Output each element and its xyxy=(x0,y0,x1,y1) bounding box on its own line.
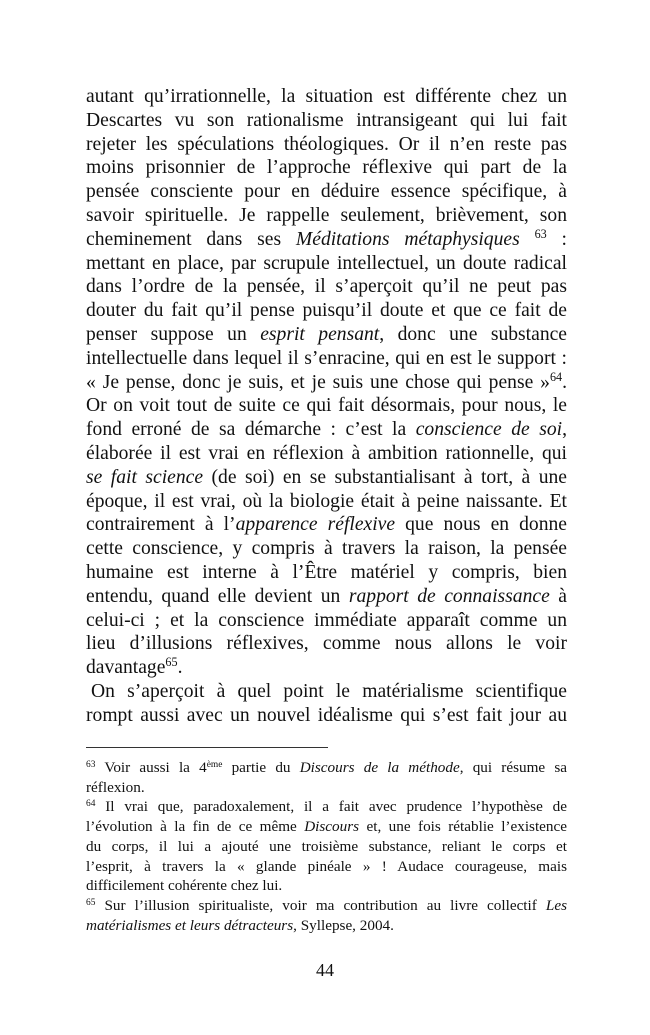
text-run: Voir aussi la 4 xyxy=(95,759,207,776)
text-line xyxy=(86,371,567,395)
text-line xyxy=(86,466,567,490)
text-run: fond erroné de sa démarche : c’est la xyxy=(86,419,416,441)
text-run: , qui résume sa xyxy=(459,759,567,776)
text-run: contrairement à l’ xyxy=(86,514,236,536)
text-run xyxy=(520,229,535,250)
text-run: . xyxy=(177,657,183,679)
text-run: à xyxy=(549,585,567,607)
text-line: Or on voit tout de suite ce qui fait désormais, pour nous, le xyxy=(86,395,567,417)
text-run: entendu, quand elle devient un xyxy=(86,585,349,607)
footnote-line xyxy=(86,916,567,936)
emphasis-italic: conscience de soi xyxy=(415,419,563,441)
text-line: Descartes vu son rationalisme intransigeant qui lui fait xyxy=(86,109,567,131)
footnote-separator xyxy=(86,747,328,748)
paragraph-start-line: On s’aperçoit à quel point le matérialisme scientifique xyxy=(91,680,567,702)
text-run: Sur l’illusion spiritualiste, voir ma contribution au livre collectif xyxy=(95,896,546,914)
text-line: époque, il est vrai, où la biologie était à peine naissante. Et xyxy=(86,490,567,512)
text-line: rompt aussi avec un nouvel idéalisme qui s’est fait jour au xyxy=(86,704,567,726)
book-title-italic: matérialismes et leurs détracteurs xyxy=(86,916,294,934)
body-text xyxy=(86,85,567,728)
text-run: partie du xyxy=(222,759,300,776)
text-line xyxy=(86,656,567,680)
page-number: 44 xyxy=(316,960,334,980)
book-title-italic: Discours xyxy=(304,818,360,836)
text-line: pensée consciente pour en déduire essence spécifique, à xyxy=(86,181,567,203)
book-title-italic: Discours de la méthode xyxy=(299,759,460,776)
text-run: : xyxy=(546,228,567,250)
text-run: cheminement dans ses xyxy=(86,228,296,250)
text-line: mettant en place, par scrupule intellectuel, un doute radical xyxy=(86,252,567,274)
text-run: , xyxy=(562,419,567,441)
quote-text: « Je pense, donc je suis, et je suis une chose qui pense » xyxy=(86,371,550,393)
text-line: élaborée il est vrai en réflexion à ambition rationnelle, qui xyxy=(86,442,567,464)
book-title-italic: Les xyxy=(545,896,567,914)
text-line xyxy=(86,228,567,252)
footnotes xyxy=(86,758,567,935)
text-run: (de soi) en se substantialisant à tort, à une xyxy=(203,466,567,488)
text-run: Il vrai que, paradoxalement, il a fait avec prudence l’hypothèse de xyxy=(95,798,567,816)
text-line xyxy=(86,585,567,609)
text-line: autant qu’irrationnelle, la situation est différente chez un xyxy=(86,86,567,107)
ordinal-suffix: ème xyxy=(206,759,223,770)
text-line: cette conscience, y compris à travers la raison, la pensée xyxy=(86,538,567,560)
footnote-65 xyxy=(86,896,567,916)
text-line: dans l’ordre de la pensée, il s’aperçoit qu’il ne peut pas xyxy=(86,276,567,298)
footnote-number: 65 xyxy=(86,897,96,908)
text-line: douter du fait qu’il pense puisqu’il doute et que ce fait de xyxy=(86,300,567,322)
text-line xyxy=(86,513,567,537)
text-line: rejeter les spéculations théologiques. Or il n’en reste pas xyxy=(86,133,567,155)
footnote-number: 64 xyxy=(86,799,96,810)
text-run: l’évolution à la fin de ce même xyxy=(86,818,305,836)
footnote-line: difficilement cohérente chez lui. xyxy=(86,877,283,895)
footnote-line: du corps, il lui a ajouté une troisième substance, reliant le corps et xyxy=(86,837,567,855)
text-line xyxy=(86,323,567,347)
text-run: et, une fois rétablie l’existence xyxy=(359,818,567,836)
text-run: , Syllepse, 2004. xyxy=(293,916,394,934)
text-run: que nous en donne xyxy=(395,514,568,536)
text-line: humaine est interne à l’Être matériel y compris, bien xyxy=(86,561,567,583)
text-line xyxy=(86,418,567,442)
text-line: lieu d’illusions réflexives, comme nous allons le voir xyxy=(86,633,567,655)
emphasis-italic: apparence réflexive xyxy=(235,514,396,536)
footnote-ref-65: 65 xyxy=(165,655,178,670)
footnote-ref-63: 63 xyxy=(534,227,547,242)
footnote-line xyxy=(86,817,567,837)
text-run: . xyxy=(562,371,567,393)
text-line: intellectuelle dans lequel il s’enracine, qui en est le support : xyxy=(86,347,567,369)
text-run: davantage xyxy=(86,657,166,679)
text-line: moins prisonnier de l’approche réflexive qui part de la xyxy=(86,157,567,179)
book-title-italic: Méditations métaphysiques xyxy=(295,228,520,250)
footnote-number: 63 xyxy=(86,759,96,770)
emphasis-italic: esprit pensant xyxy=(260,323,380,345)
text-line: celui-ci ; et la conscience immédiate apparaît comme un xyxy=(86,609,567,631)
footnote-line: l’esprit, à travers la « glande pinéale » ! Audace courageuse, mais xyxy=(86,857,567,875)
text-run: penser suppose un xyxy=(86,323,261,345)
text-line: savoir spirituelle. Je rappelle seulement, brièvement, son xyxy=(86,204,567,226)
footnote-63 xyxy=(86,758,567,778)
footnote-line: réflexion. xyxy=(86,778,145,796)
emphasis-italic: rapport de connaissance xyxy=(348,585,550,607)
footnote-64 xyxy=(86,797,567,817)
footnote-ref-64: 64 xyxy=(549,369,563,384)
text-run: , donc une substance xyxy=(379,323,568,345)
emphasis-italic: se fait science xyxy=(86,466,204,488)
